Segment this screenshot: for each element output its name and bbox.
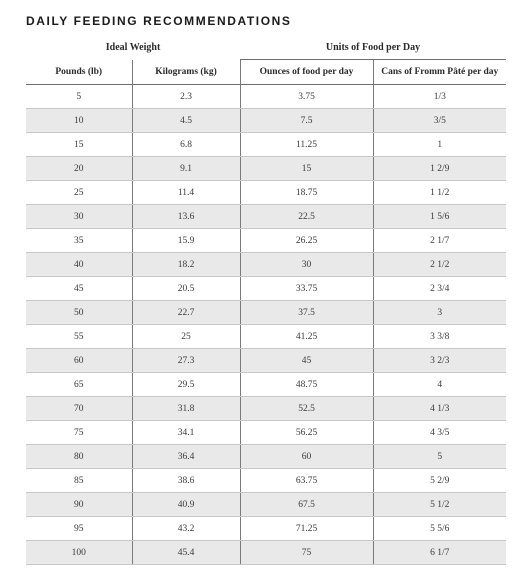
- cans-cell: 5 2/9: [373, 469, 506, 493]
- kilograms-cell: 31.8: [132, 397, 240, 421]
- table-row: [26, 541, 506, 565]
- table-row: [26, 157, 506, 181]
- cans-cell: 4 3/5: [373, 421, 506, 445]
- ounces-cell: 52.5: [240, 397, 373, 421]
- pounds-cell: 10: [26, 109, 132, 133]
- cans-cell: 3 2/3: [373, 349, 506, 373]
- pounds-cell: 95: [26, 517, 132, 541]
- ounces-cell: 63.75: [240, 469, 373, 493]
- table-row: [26, 181, 506, 205]
- kilograms-cell: 20.5: [132, 277, 240, 301]
- cans-cell: 5 1/2: [373, 493, 506, 517]
- pounds-cell: 45: [26, 277, 132, 301]
- kilograms-cell: 15.9: [132, 229, 240, 253]
- cans-cell: 3 3/8: [373, 325, 506, 349]
- table-row: [26, 301, 506, 325]
- table-row: [26, 421, 506, 445]
- cans-cell: 2 1/2: [373, 253, 506, 277]
- pounds-cell: 65: [26, 373, 132, 397]
- table-body: [26, 85, 506, 565]
- pounds-cell: 100: [26, 541, 132, 565]
- pounds-cell: 80: [26, 445, 132, 469]
- ounces-cell: 45: [240, 349, 373, 373]
- table-row: [26, 277, 506, 301]
- pounds-cell: 35: [26, 229, 132, 253]
- pounds-cell: 55: [26, 325, 132, 349]
- pounds-cell: 30: [26, 205, 132, 229]
- kilograms-cell: 4.5: [132, 109, 240, 133]
- table-row: [26, 373, 506, 397]
- ounces-cell: 7.5: [240, 109, 373, 133]
- pounds-cell: 90: [26, 493, 132, 517]
- ounces-cell: 75: [240, 541, 373, 565]
- column-header-cans: Cans of Fromm Pâté per day: [373, 60, 506, 85]
- cans-cell: 6 1/7: [373, 541, 506, 565]
- cans-cell: 5: [373, 445, 506, 469]
- ounces-cell: 71.25: [240, 517, 373, 541]
- ounces-cell: 11.25: [240, 133, 373, 157]
- ounces-cell: 67.5: [240, 493, 373, 517]
- cans-cell: 3/5: [373, 109, 506, 133]
- cans-cell: 2 1/7: [373, 229, 506, 253]
- kilograms-cell: 43.2: [132, 517, 240, 541]
- kilograms-cell: 22.7: [132, 301, 240, 325]
- ounces-cell: 26.25: [240, 229, 373, 253]
- table-row: [26, 493, 506, 517]
- cans-cell: 1 1/2: [373, 181, 506, 205]
- page-title: DAILY FEEDING RECOMMENDATIONS: [26, 14, 292, 28]
- cans-cell: 4: [373, 373, 506, 397]
- table-row: [26, 397, 506, 421]
- cans-cell: 4 1/3: [373, 397, 506, 421]
- ounces-cell: 18.75: [240, 181, 373, 205]
- table-row: [26, 469, 506, 493]
- table-row: [26, 349, 506, 373]
- table-row: [26, 445, 506, 469]
- pounds-cell: 75: [26, 421, 132, 445]
- cans-cell: 1 2/9: [373, 157, 506, 181]
- pounds-cell: 40: [26, 253, 132, 277]
- kilograms-cell: 45.4: [132, 541, 240, 565]
- table-row: [26, 325, 506, 349]
- kilograms-cell: 25: [132, 325, 240, 349]
- pounds-cell: 15: [26, 133, 132, 157]
- kilograms-cell: 6.8: [132, 133, 240, 157]
- ounces-cell: 30: [240, 253, 373, 277]
- kilograms-cell: 13.6: [132, 205, 240, 229]
- kilograms-cell: 40.9: [132, 493, 240, 517]
- cans-cell: 5 5/6: [373, 517, 506, 541]
- kilograms-cell: 18.2: [132, 253, 240, 277]
- ounces-cell: 48.75: [240, 373, 373, 397]
- table-row: [26, 109, 506, 133]
- ounces-cell: 22.5: [240, 205, 373, 229]
- cans-cell: 1 5/6: [373, 205, 506, 229]
- ounces-cell: 41.25: [240, 325, 373, 349]
- pounds-cell: 70: [26, 397, 132, 421]
- pounds-cell: 25: [26, 181, 132, 205]
- ounces-cell: 3.75: [240, 85, 373, 109]
- group-header-row: [26, 35, 506, 60]
- kilograms-cell: 29.5: [132, 373, 240, 397]
- column-header-row: [26, 60, 506, 85]
- feeding-table: [26, 35, 506, 565]
- cans-cell: 2 3/4: [373, 277, 506, 301]
- kilograms-cell: 34.1: [132, 421, 240, 445]
- kilograms-cell: 2.3: [132, 85, 240, 109]
- cans-cell: 1/3: [373, 85, 506, 109]
- group-header-ideal-weight: Ideal Weight: [105, 41, 161, 53]
- pounds-cell: 5: [26, 85, 132, 109]
- table-row: [26, 517, 506, 541]
- kilograms-cell: 9.1: [132, 157, 240, 181]
- kilograms-cell: 36.4: [132, 445, 240, 469]
- column-header-ounces: Ounces of food per day: [240, 60, 373, 85]
- table-row: [26, 133, 506, 157]
- cans-cell: 3: [373, 301, 506, 325]
- ounces-cell: 37.5: [240, 301, 373, 325]
- cans-cell: 1: [373, 133, 506, 157]
- table-row: [26, 85, 506, 109]
- ounces-cell: 60: [240, 445, 373, 469]
- kilograms-cell: 38.6: [132, 469, 240, 493]
- pounds-cell: 60: [26, 349, 132, 373]
- kilograms-cell: 27.3: [132, 349, 240, 373]
- table-row: [26, 253, 506, 277]
- table-row: [26, 229, 506, 253]
- pounds-cell: 85: [26, 469, 132, 493]
- table-row: [26, 205, 506, 229]
- kilograms-cell: 11.4: [132, 181, 240, 205]
- pounds-cell: 50: [26, 301, 132, 325]
- pounds-cell: 20: [26, 157, 132, 181]
- ounces-cell: 15: [240, 157, 373, 181]
- group-header-units-of-food: Units of Food per Day: [240, 35, 506, 60]
- column-header-pounds: Pounds (lb): [26, 60, 132, 85]
- column-header-kilograms: Kilograms (kg): [132, 60, 240, 85]
- ounces-cell: 56.25: [240, 421, 373, 445]
- ounces-cell: 33.75: [240, 277, 373, 301]
